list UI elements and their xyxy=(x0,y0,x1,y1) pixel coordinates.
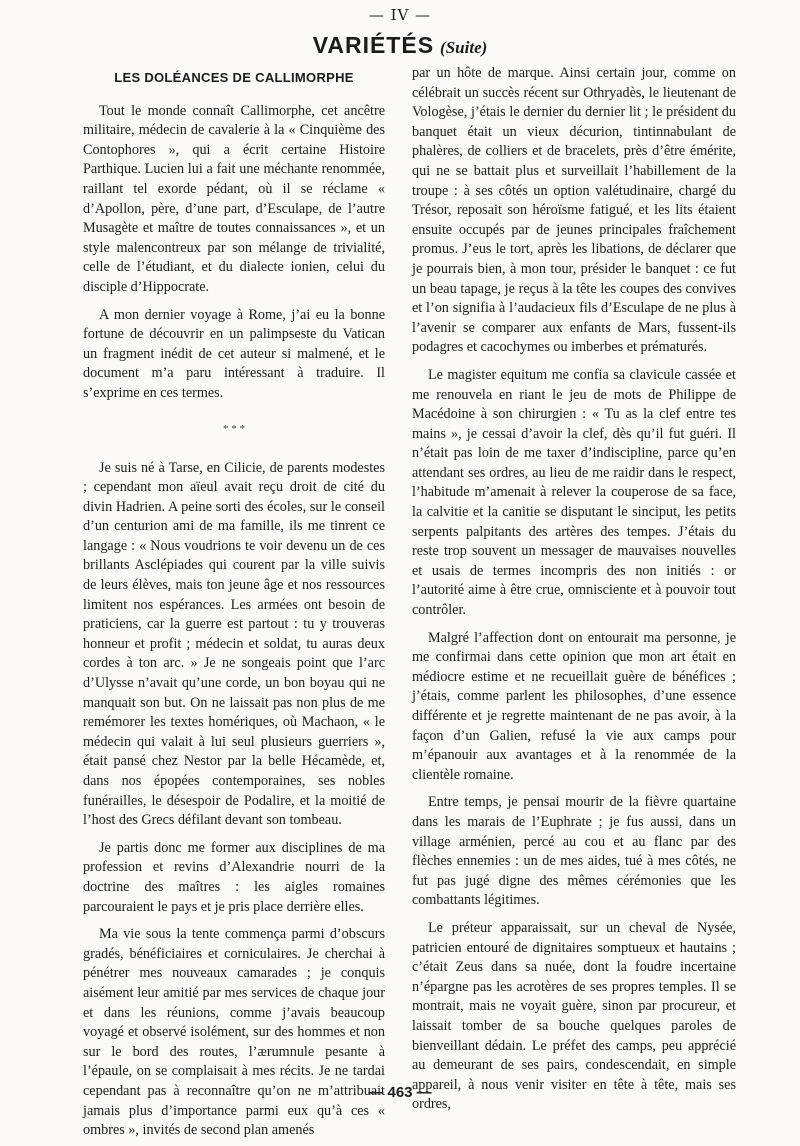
column-left xyxy=(83,68,385,1139)
paragraph: Entre temps, je pensai mourir de la fièvre quartaine dans les marais de l’Euphrate ; je fus aussi, dans un village arménien, percé au cou et au flanc par des flèches ennemies : un de mes aides, tué à mes côtés, ne fut pas jugé digne des mêmes cérémonies que les combattants légitimes. xyxy=(412,794,736,909)
column-right xyxy=(412,64,736,1113)
paragraph: Le magister equitum me confia sa clavicule cassée et me renouvela en riant le jeu de mots de Philippe de Macédoine à son chirurgien : « Tu as la clef entre tes mains », je cessai d’avoir la clef, dès qu’il fut guéri. Il n’était pas loin de me taxer d’indiscipline, parce qu’en attendant ses ordres, au lieu de me raidir dans le respect, l’habitude m’amenait à relever la couperose de sa face, la calvitie et la canitie se disputant le sinciput, les petits serpents palpitants des artères des tempes. J’étais du reste trop souvent un messager de mauvaises nouvelles et usais de termes incompris des non initiés : or l’autorité aime à être crue, omnisciente et à pouvoir tout contrôler. xyxy=(412,366,736,619)
article-title: LES DOLÉANCES DE CALLIMORPHE xyxy=(114,70,354,85)
paragraph: Malgré l’affection dont on entourait ma personne, je me confirmai dans cette opinion que mon art était en médiocre estime et ne recueillait guère de bénéfices ; j’étais, comme parlent les philosophes, d’une essence différente et je regrette maintenant de ne pas avoir, à la façon d’un Galien, refusé la vie aux camps pour m’épanouir aux avantages et à la renommée de la clientèle romaine. xyxy=(412,629,736,783)
section-header xyxy=(0,32,800,59)
section-suite-label: (Suite) xyxy=(440,38,488,57)
paragraph: Je partis donc me former aux disciplines de ma profession et revins d’Alexandrie nourri de la doctrine des maîtres : les aigles romaines parcouraient le pays et je pris place derrière elles. xyxy=(83,839,385,915)
paragraph: Le préteur apparaissait, sur un cheval de Nysée, patricien entouré de dignitaires somptueux et hautains ; c’était Zeus dans sa nuée, dont la foudre incertaine n’épargne pas les acrotères de ses propres temples. Il se montrait, mais ne voyait guère, sinon par procureur, et laissait tomber de sa bouche quelques paroles de bienveillant dédain. Le préfet des camps, peu apprécié au demeurant de ses pairs, condescendait, en simple appareil, à nous venir visiter en tête à tête, mais ses ordres, xyxy=(412,919,736,1113)
paragraph: A mon dernier voyage à Rome, j’ai eu la bonne fortune de découvrir en un palimpseste du Vatican un fragment inédit de cet auteur si malmené, et le document m’a paru intéressant à traduire. Il s’exprime en ces termes. xyxy=(83,306,385,401)
paragraph: Ma vie sous la tente commença parmi d’obscurs gradés, bénéficiaires et corniculaires. Je cherchai à pénétrer mes nouveaux camarades ; je conquis aisément leur amitié par mes services de chaque jour et dans les réunions, comme j’avais beaucoup voyagé et observé isolément, sur des hommes et non sur le bord des routes, l’ærumnule pesante à l’épaule, on se complaisait à mes récits. Je ne tardai cependant pas à reconnaître qu’on ne m’attribuait jamais plus d’importance parmi eux qu’à ces « ombres », invités de second plan amenés xyxy=(83,926,385,1139)
paragraph: Tout le monde connaît Callimorphe, cet ancêtre militaire, médecin de cavalerie à la « Cinquième des Contophores », qui a écrit certaine Histoire Parthique. Lucien lui a fait une méchante renommée, raillant tel exorde pédant, où il se réclame « d’Apollon, père, d’une part, d’Esculape, de l’autre Musagète et maître de toutes connaissances », et un style malencontreux par son mélange de trivialité, celle de l’étudiant, et du dialecte ionien, celui du disciple d’Hippocrate. xyxy=(83,102,385,295)
section-title: VARIÉTÉS xyxy=(312,32,435,58)
page-folio-roman: — IV — xyxy=(368,6,432,24)
page-number: — 463 — xyxy=(368,1084,432,1101)
paragraph: Je suis né à Tarse, en Cilicie, de parents modestes ; cependant mon aïeul avait reçu droit de cité du divin Hadrien. A peine sorti des écoles, sur le conseil d’un centurion ami de ma famille, ils me tinrent ce langage : « Nous voudrions te voir devenu un de ces brillants Asclépiades qui courent par la ville suivis de leurs élèves, mais ton jeune âge et nos ressources limitent nos espérances. Les armées ont besoin de praticiens, car la guerre est partout : tu y trouveras honneur et profit ; médecin et soldat, tu auras deux cordes à ton arc. » Je ne songeais point que l’arc d’Ulysse n’avait qu’une corde, un bon boyau qui ne manquait son but. On ne laissait pas non plus de me remémorer les textes homériques, où Machaon, « le médecin qui valait à lui seul plusieurs guerriers », était pansé chez Nestor par la belle Hécamède, et, dans nos épopées contemporaines, ses nobles funérailles, le désespoir de Podalire, et la moitié de l’host des Grecs défilant devant son tombeau. xyxy=(83,459,385,829)
paragraph: par un hôte de marque. Ainsi certain jour, comme on célébrait un succès récent sur Othryadès, le lieutenant de Vologèse, j’étais le dernier du dernier lit ; le président du banquet était un vieux décurion, tintinnabulant de phalères, de colliers et de bracelets, près d’être émérite, qui ne se battait plus et surveillait l’habillement de la troupe : à ses côtés un option valétudinaire, chargé du Trésor, reposait son héroïsme fatigué, et les lits étaient ensuite occupés par de jeunes principales fraîchement promus. J’eus le tort, après les libations, de déclarer que je pourrais bien, à mon tour, présider le banquet : ce fut un beau tapage, je reçus à la tête les coupes des convives et l’on signifia à l’audacieux fils d’Esculape de ne plus à l’avenir se comparer aux enfants de Mars, fussent-ils podagres et cacochymes ou imberbes et prématurés. xyxy=(412,65,736,356)
asterism-divider: * * * xyxy=(223,422,245,435)
